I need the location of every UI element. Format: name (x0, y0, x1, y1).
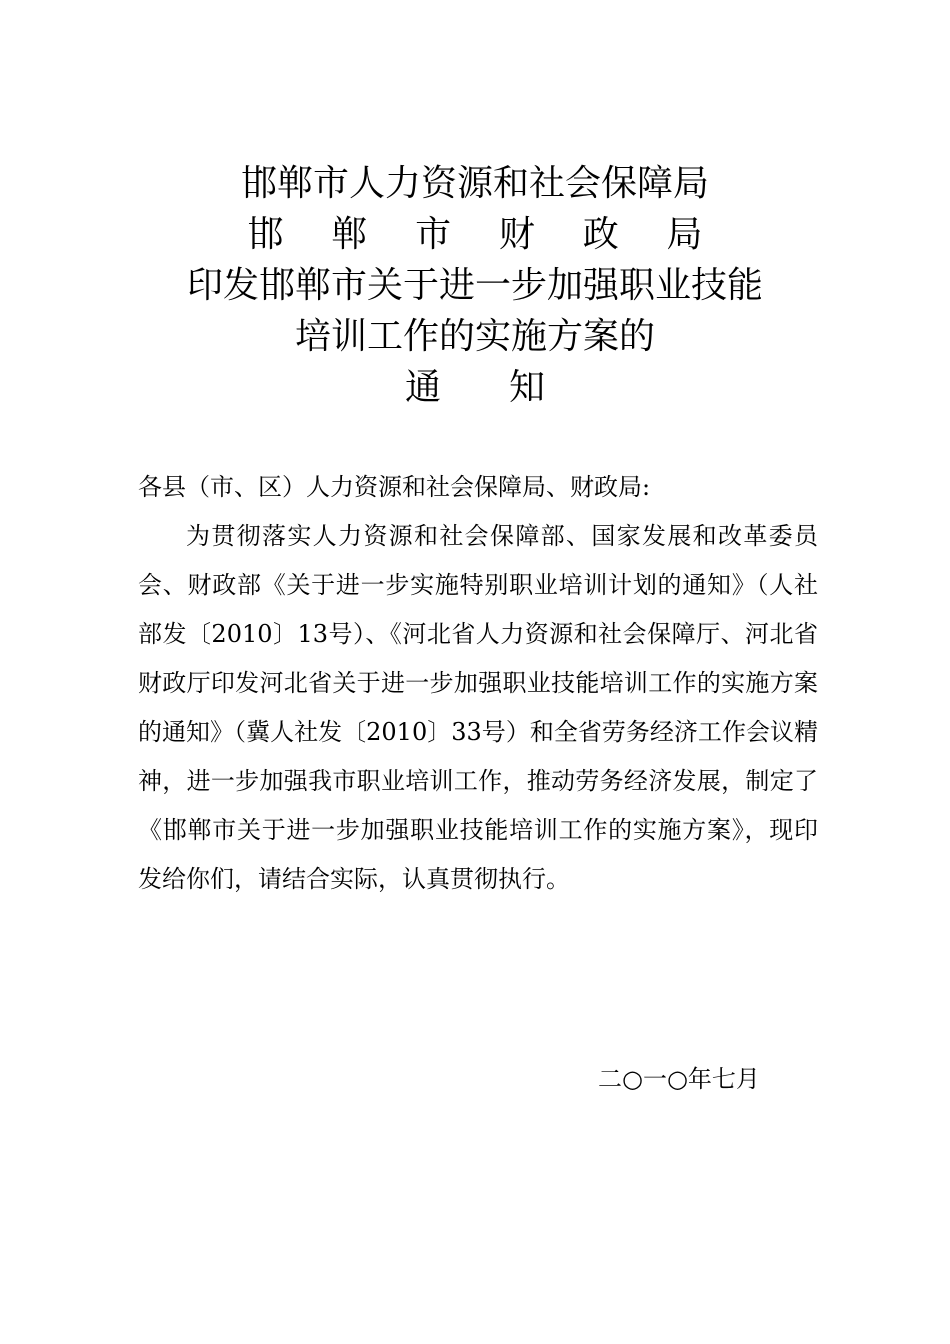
title-char: 郸 (331, 214, 368, 255)
title-char: 政 (582, 214, 619, 255)
document-title (0, 158, 950, 413)
title-line-subject-1: 印发邯郸市关于进一步加强职业技能 (186, 265, 763, 306)
title-char: 通 (405, 367, 442, 408)
title-line-notice (405, 362, 545, 413)
title-line-issuer-1: 邯郸市人力资源和社会保障局 (240, 163, 709, 204)
title-char: 财 (498, 214, 535, 255)
title-char: 局 (666, 214, 703, 255)
title-line-issuer-2 (248, 209, 703, 260)
document-date: 二○一○年七月 (598, 1065, 760, 1093)
title-char: 市 (415, 214, 452, 255)
title-line-subject-2: 培训工作的实施方案的 (294, 316, 655, 357)
document-body (138, 463, 818, 904)
body-paragraph: 为贯彻落实人力资源和社会保障部、国家发展和改革委员会、财政部《关于进一步实施特别职业培训计划的通知》（人社部发〔2010〕13号）、《河北省人力资源和社会保障厅、河北省财政厅印发河北省关于进一步加强职业技能培训工作的实施方案的通知》（冀人社发〔2010〕33号）和全省劳务经济工作会议精神，进一步加强我市职业培训工作，推动劳务经济发展，制定了《邯郸市关于进一步加强职业技能培训工作的实施方案》，现印发给你们，请结合实际，认真贯彻执行。 (138, 522, 818, 893)
title-char: 邯 (247, 214, 284, 255)
title-char: 知 (508, 367, 545, 408)
salutation: 各县（市、区）人力资源和社会保障局、财政局: (138, 473, 651, 501)
